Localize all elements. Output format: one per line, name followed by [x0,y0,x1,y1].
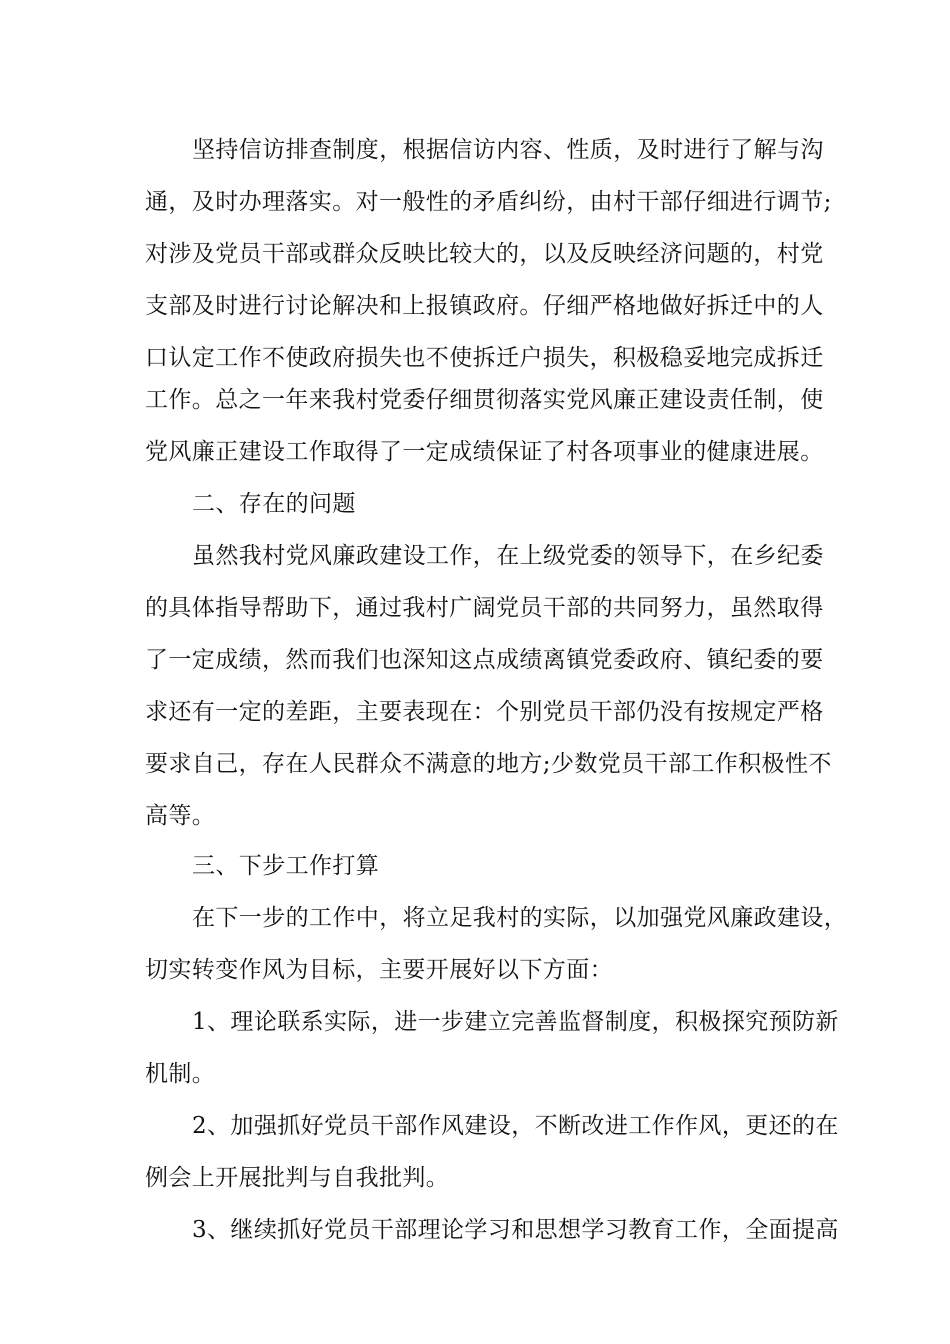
paragraph-line: 的具体指导帮助下，通过我村广阔党员干部的共同努力，虽然取得 [145,595,824,621]
paragraph-line: 切实转变作风为目标，主要开展好以下方面： [145,957,613,983]
paragraph-line: 工作。总之一年来我村党委仔细贯彻落实党风廉正建设责任制，使 [145,387,824,413]
paragraph-line: 坚持信访排查制度，根据信访内容、性质，及时进行了解与沟 [192,137,824,163]
paragraph-line: 党风廉正建设工作取得了一定成绩保证了村各项事业的健康进展。 [145,439,824,465]
paragraph-line: 要求自己，存在人民群众不满意的地方;少数党员干部工作积极性不 [145,751,832,777]
paragraph-line: 虽然我村党风廉政建设工作，在上级党委的领导下，在乡纪委 [192,543,824,569]
paragraph-line: 了一定成绩，然而我们也深知这点成绩离镇党委政府、镇纪委的要 [145,647,824,673]
list-item-line: 机制。 [145,1061,216,1087]
section-heading: 二、存在的问题 [192,491,356,517]
list-item-line: 2、加强抓好党员干部作风建设，不断改进工作作风，更还的在 [192,1113,839,1139]
list-item-line: 3、继续抓好党员干部理论学习和思想学习教育工作，全面提高 [192,1217,839,1243]
list-item-line: 例会上开展批判与自我批判。 [145,1165,450,1191]
paragraph-line: 通，及时办理落实。对一般性的矛盾纠纷，由村干部仔细进行调节; [145,189,832,215]
paragraph-line: 口认定工作不使政府损失也不使拆迁户损失，积极稳妥地完成拆迁 [145,345,824,371]
paragraph-line: 高等。 [145,803,216,829]
list-item-line: 1、理论联系实际，进一步建立完善监督制度，积极探究预防新 [192,1009,839,1035]
paragraph-line: 对涉及党员干部或群众反映比较大的，以及反映经济问题的，村党 [145,241,824,267]
paragraph-line: 在下一步的工作中，将立足我村的实际，以加强党风廉政建设， [192,905,848,931]
section-heading: 三、下步工作打算 [192,853,380,879]
paragraph-line: 支部及时进行讨论解决和上报镇政府。仔细严格地做好拆迁中的人 [145,293,824,319]
paragraph-line: 求还有一定的差距，主要表现在：个别党员干部仍没有按规定严格 [145,699,824,725]
